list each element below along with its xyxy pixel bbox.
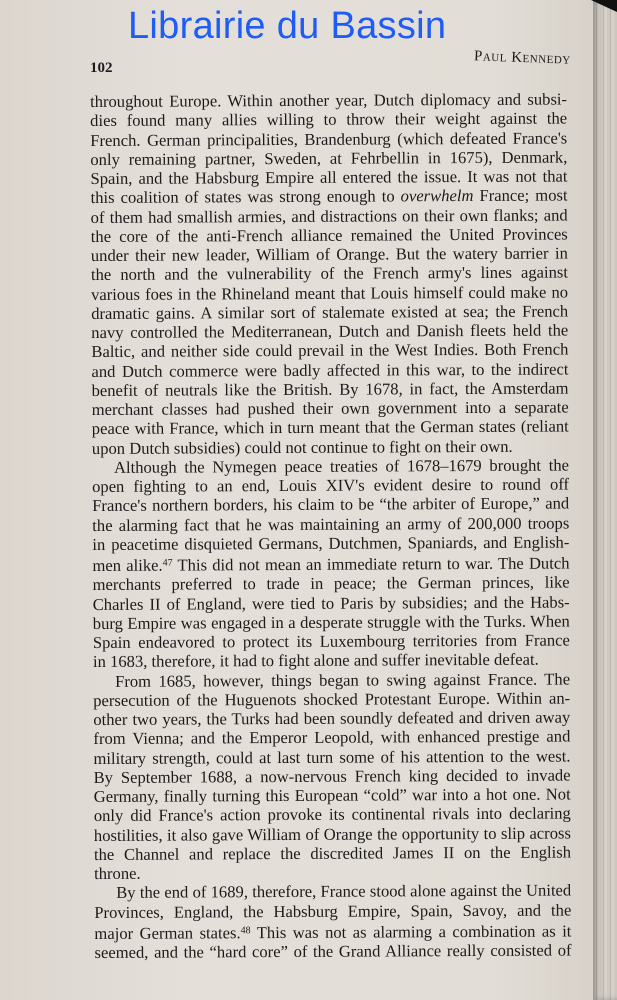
text-line: open fighting to an end, Louis XIV's evident desire to round off (92, 474, 570, 496)
text-line: burg Empire was engaged in a desperate struggle with the Turks. When (92, 611, 570, 633)
text-line: persecution of the Huguenots shocked Protestant Europe. Within an- (93, 688, 571, 710)
text-line: benefit of neutrals like the British. By 1678, in fact, the Amsterdam (91, 378, 569, 400)
text-line: French. German principalities, Brandenburg (which defeated France's (90, 128, 568, 150)
text-line: various foes in the Rhineland meant that Louis himself could make no (91, 281, 569, 304)
text-line: hostilities, it also gave William of Orange the opportunity to slip across (93, 822, 571, 845)
text-line: throne. (94, 863, 141, 883)
text-line: Baltic, and neither side could prevail in the West Indies. Both French (91, 339, 569, 362)
text-line: navy controlled the Mediterranean, Dutch and Danish fleets held the (91, 320, 569, 342)
text-line: throughout Europe. Within another year, Dutch diplomacy and subsi- (90, 89, 568, 111)
text-line (92, 551, 569, 575)
text-line: Germany, finally turning this European “cold” war into a hot one. Not (93, 784, 571, 806)
text-line: merchants preferred to trade in peace; the German princes, like (92, 572, 570, 595)
text-line (91, 186, 568, 208)
italic-text: overwhelm (400, 186, 474, 206)
text-segment: This was not as alarming a combination as it (250, 921, 572, 942)
text-line: merchant classes had pushed their own government into a separate (91, 397, 569, 419)
text-line: only did France's action provoke its continental rivals into declaring (93, 803, 571, 826)
text-segment: men alike. (92, 555, 163, 575)
text-line: upon Dutch subsidies) could not continue to fight on their own. (91, 436, 513, 458)
text-segment: major German states. (94, 922, 241, 943)
text-line: and Dutch commerce were badly affected in this war, to the indirect (91, 358, 569, 381)
text-line: peace with France, which in turn meant that the German states (reliant (91, 416, 569, 439)
page-corner-shadow (591, 0, 617, 12)
text-line: in 1683, therefore, it had to fight alone and suffer inevitable defeat. (92, 649, 539, 672)
text-line: By the end of 1689, therefore, France stood alone against the United (116, 880, 572, 903)
text-line: Provinces, England, the Habsburg Empire, Spain, Savoy, and the (94, 899, 572, 922)
text-line: Spain, and the Habsburg Empire all entered the issue. It was not that (90, 166, 568, 188)
watermark: Librairie du Bassin (128, 5, 447, 47)
running-head-author: Paul Kennedy (473, 48, 572, 68)
text-line: the north and the vulnerability of the French army's lines against (90, 262, 569, 285)
adjacent-page-edges (593, 0, 617, 1000)
text-line: the alarming fact that he was maintaining an army of 200,000 troops (92, 512, 570, 535)
body-text (90, 90, 572, 963)
text-segment: This did not mean an immediate return to war. The Dutch (172, 553, 570, 575)
text-line: By September 1688, a now-nervous French king decided to invade (93, 765, 571, 787)
text-line: only remaining partner, Sweden, at Fehrbellin in 1675), Denmark, (90, 147, 568, 169)
text-line: of them had smallish armies, and distractions on their own flanks; and (90, 205, 568, 227)
paragraph (90, 90, 569, 458)
footnote-ref: 48 (240, 924, 251, 936)
text-line: Spain endeavored to protect its Luxembourg territories from France (92, 630, 570, 652)
text-line: under their new leader, William of Orange. But the watery barrier in (90, 243, 568, 265)
text-line: From 1685, however, things began to swing against France. The (115, 668, 571, 691)
text-line: from Vienna; and the Emperor Leopold, with enhanced prestige and (93, 726, 571, 749)
text-line: dramatic gains. A similar sort of stalemate existed at sea; the French (91, 301, 569, 323)
text-segment: France; most (473, 185, 568, 206)
text-line: in peacetime disquieted Germans, Dutchmen, Spaniards, and English- (92, 532, 570, 554)
text-line: dies found many allies willing to throw their weight against the (90, 108, 568, 131)
page-number: 102 (90, 60, 113, 76)
text-line: Although the Nymegen peace treaties of 1678–1679 brought the (113, 455, 570, 477)
text-line: the Channel and replace the discredited James II on the English (93, 842, 572, 864)
paragraph (92, 455, 570, 671)
text-line (94, 919, 571, 943)
text-segment: this coalition of states was strong enough to (90, 186, 401, 208)
paragraph (93, 669, 571, 883)
text-line: the core of the anti-French alliance remained the United Provinces (90, 224, 568, 246)
text-line: other two years, the Turks had been soundly defeated and driven away (93, 707, 571, 729)
footnote-ref: 47 (162, 557, 173, 569)
paragraph (94, 881, 571, 962)
text-line: Charles II of England, were tied to Paris by subsidies; and the Habs- (92, 591, 570, 614)
text-line: seemed, and the “hard core” of the Grand Alliance really consisted of (94, 940, 572, 962)
text-line: France's northern borders, his claim to be “the arbiter of Europe,” and (92, 493, 570, 516)
text-line: military strength, could at last turn some of his attention to the west. (93, 745, 571, 768)
